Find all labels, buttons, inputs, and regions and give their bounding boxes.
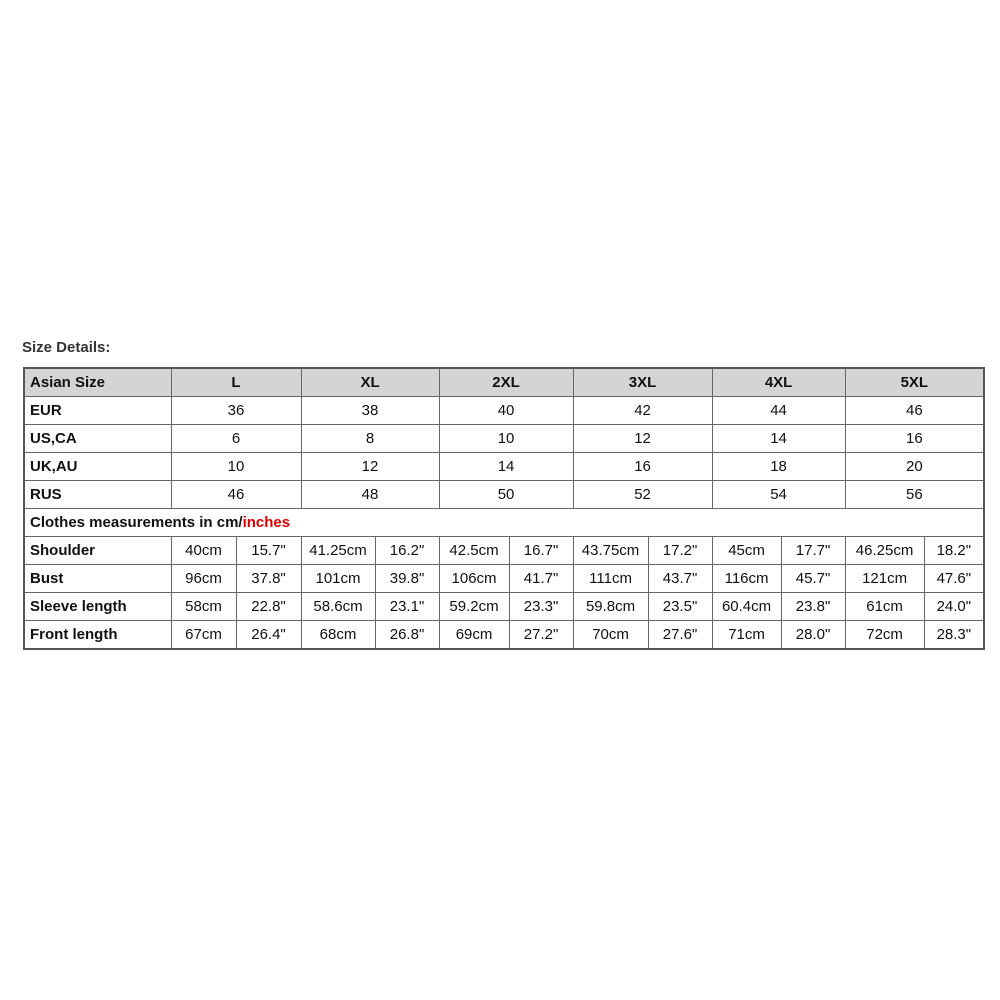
cm-cell: 59.8cm — [573, 593, 648, 621]
inch-cell: 26.8" — [375, 621, 439, 650]
table-row — [24, 425, 984, 453]
inch-cell: 27.6" — [648, 621, 712, 650]
table-cell: 16 — [573, 453, 712, 481]
cm-cell: 58.6cm — [301, 593, 375, 621]
table-cell: 40 — [439, 397, 573, 425]
table-cell: 6 — [171, 425, 301, 453]
size-column-header: 3XL — [573, 368, 712, 397]
inch-cell: 45.7" — [781, 565, 845, 593]
table-cell: 46 — [845, 397, 984, 425]
cm-cell: 60.4cm — [712, 593, 781, 621]
size-column-header: 5XL — [845, 368, 984, 397]
cm-cell: 67cm — [171, 621, 236, 650]
cm-cell: 96cm — [171, 565, 236, 593]
measurements-section-label — [24, 509, 984, 537]
cm-cell: 58cm — [171, 593, 236, 621]
inch-cell: 15.7" — [236, 537, 301, 565]
inch-cell: 23.3" — [509, 593, 573, 621]
size-column-header: 4XL — [712, 368, 845, 397]
row-label: Sleeve length — [24, 593, 171, 621]
size-column-header: 2XL — [439, 368, 573, 397]
table-cell: 10 — [171, 453, 301, 481]
inch-cell: 28.3" — [924, 621, 984, 650]
table-cell: 8 — [301, 425, 439, 453]
cm-cell: 111cm — [573, 565, 648, 593]
table-cell: 12 — [573, 425, 712, 453]
table-row — [24, 593, 984, 621]
cm-cell: 69cm — [439, 621, 509, 650]
table-row — [24, 453, 984, 481]
table-cell: 54 — [712, 481, 845, 509]
size-details-title: Size Details: — [22, 339, 111, 356]
table-cell: 42 — [573, 397, 712, 425]
inch-cell: 23.1" — [375, 593, 439, 621]
inch-cell: 23.5" — [648, 593, 712, 621]
inch-cell: 47.6" — [924, 565, 984, 593]
cm-cell: 70cm — [573, 621, 648, 650]
inch-cell: 39.8" — [375, 565, 439, 593]
asian-size-header: Asian Size — [24, 368, 171, 397]
row-label: Shoulder — [24, 537, 171, 565]
table-cell: 52 — [573, 481, 712, 509]
table-cell: 50 — [439, 481, 573, 509]
cm-cell: 106cm — [439, 565, 509, 593]
table-cell: 56 — [845, 481, 984, 509]
inch-cell: 37.8" — [236, 565, 301, 593]
size-header-row — [24, 368, 984, 397]
table-row — [24, 397, 984, 425]
inch-cell: 22.8" — [236, 593, 301, 621]
inch-cell: 43.7" — [648, 565, 712, 593]
table-cell: 46 — [171, 481, 301, 509]
inch-cell: 16.2" — [375, 537, 439, 565]
inch-cell: 17.7" — [781, 537, 845, 565]
inch-cell: 26.4" — [236, 621, 301, 650]
table-row — [24, 481, 984, 509]
cm-cell: 72cm — [845, 621, 924, 650]
table-cell: 10 — [439, 425, 573, 453]
cm-cell: 43.75cm — [573, 537, 648, 565]
row-label: Front length — [24, 621, 171, 650]
cm-cell: 45cm — [712, 537, 781, 565]
section-label-accent: inches — [242, 514, 291, 531]
row-label: Bust — [24, 565, 171, 593]
inch-cell: 28.0" — [781, 621, 845, 650]
cm-cell: 116cm — [712, 565, 781, 593]
section-label-prefix: Clothes measurements in cm/ — [30, 514, 243, 531]
cm-cell: 101cm — [301, 565, 375, 593]
inch-cell: 23.8" — [781, 593, 845, 621]
cm-cell: 42.5cm — [439, 537, 509, 565]
table-cell: 48 — [301, 481, 439, 509]
inch-cell: 17.2" — [648, 537, 712, 565]
table-row — [24, 537, 984, 565]
row-label: RUS — [24, 481, 171, 509]
inch-cell: 18.2" — [924, 537, 984, 565]
row-label: EUR — [24, 397, 171, 425]
cm-cell: 59.2cm — [439, 593, 509, 621]
cm-cell: 41.25cm — [301, 537, 375, 565]
section-header-row — [24, 509, 984, 537]
table-row — [24, 621, 984, 650]
table-cell: 18 — [712, 453, 845, 481]
table-cell: 44 — [712, 397, 845, 425]
inch-cell: 16.7" — [509, 537, 573, 565]
inch-cell: 27.2" — [509, 621, 573, 650]
size-column-header: L — [171, 368, 301, 397]
table-row — [24, 565, 984, 593]
table-cell: 12 — [301, 453, 439, 481]
cm-cell: 40cm — [171, 537, 236, 565]
row-label: UK,AU — [24, 453, 171, 481]
cm-cell: 121cm — [845, 565, 924, 593]
inch-cell: 41.7" — [509, 565, 573, 593]
table-cell: 36 — [171, 397, 301, 425]
row-label: US,CA — [24, 425, 171, 453]
inch-cell: 24.0" — [924, 593, 984, 621]
size-column-header: XL — [301, 368, 439, 397]
table-cell: 38 — [301, 397, 439, 425]
cm-cell: 71cm — [712, 621, 781, 650]
table-cell: 16 — [845, 425, 984, 453]
size-chart-table — [23, 367, 985, 650]
cm-cell: 61cm — [845, 593, 924, 621]
table-cell: 14 — [439, 453, 573, 481]
table-cell: 20 — [845, 453, 984, 481]
cm-cell: 46.25cm — [845, 537, 924, 565]
cm-cell: 68cm — [301, 621, 375, 650]
table-cell: 14 — [712, 425, 845, 453]
